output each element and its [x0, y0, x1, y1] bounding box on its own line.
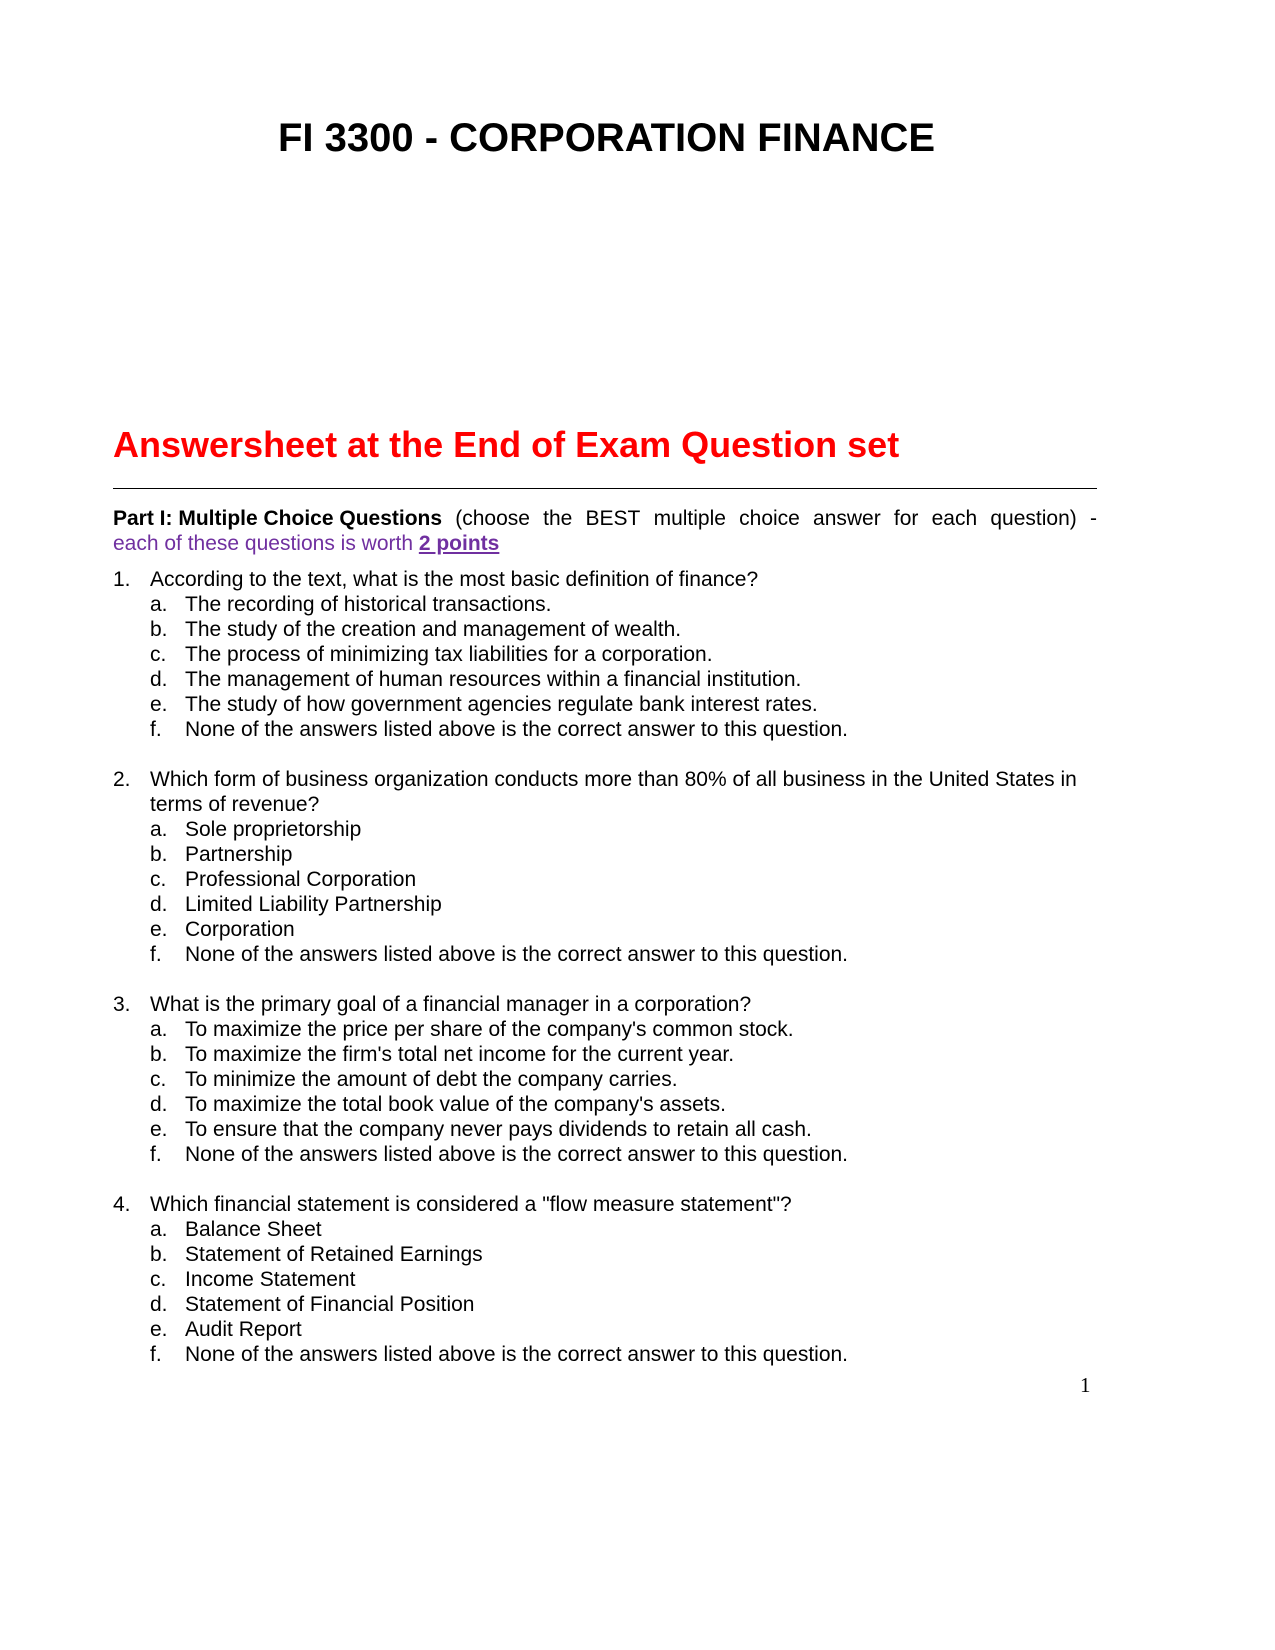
- instruction-word: each: [931, 507, 978, 530]
- option-text: None of the answers listed above is the correct answer to this question.: [185, 1343, 849, 1366]
- option-letter: a.: [150, 593, 168, 616]
- option-letter: d.: [150, 1293, 168, 1316]
- option-text: Professional Corporation: [185, 868, 417, 891]
- option-text: None of the answers listed above is the correct answer to this question.: [185, 943, 849, 966]
- instruction-word: the: [543, 507, 573, 530]
- option-text: None of the answers listed above is the correct answer to this question.: [185, 718, 849, 741]
- question-text: What is the primary goal of a financial manager in a corporation?: [150, 993, 752, 1016]
- option-letter: a.: [150, 818, 168, 841]
- option-item: [150, 1142, 1097, 1167]
- option-letter: e.: [150, 1318, 168, 1341]
- option-text: Balance Sheet: [185, 1218, 322, 1241]
- question-text: Which financial statement is considered a "flow measure statement"?: [150, 1193, 792, 1216]
- instruction-word: BEST: [585, 507, 641, 530]
- points-value: 2 points: [418, 532, 500, 555]
- option-list: [113, 1217, 1097, 1367]
- option-item: [150, 1017, 1097, 1042]
- option-letter: f.: [150, 718, 162, 741]
- option-text: The management of human resources within a financial institution.: [185, 668, 802, 691]
- question-list: [113, 567, 1097, 1392]
- option-item: [150, 617, 1097, 642]
- option-item: [150, 642, 1097, 667]
- option-letter: b.: [150, 618, 168, 641]
- part-label: Part I: Multiple Choice Questions: [113, 507, 443, 530]
- option-item: [150, 1292, 1097, 1317]
- option-text: Corporation: [185, 918, 295, 941]
- option-text: To ensure that the company never pays dividends to retain all cash.: [185, 1118, 812, 1141]
- option-letter: f.: [150, 943, 162, 966]
- option-item: [150, 667, 1097, 692]
- option-text: Partnership: [185, 843, 293, 866]
- question-number: 2.: [113, 768, 131, 791]
- option-text: Income Statement: [185, 1268, 356, 1291]
- option-item: [150, 1117, 1097, 1142]
- option-letter: d.: [150, 1093, 168, 1116]
- option-text: The process of minimizing tax liabilities for a corporation.: [185, 643, 713, 666]
- instruction-word: multiple: [653, 507, 726, 530]
- option-item: [150, 692, 1097, 717]
- instruction-word: answer: [813, 507, 881, 530]
- option-text: To maximize the firm's total net income for the current year.: [185, 1043, 735, 1066]
- option-letter: c.: [150, 868, 167, 891]
- instruction-word: (choose: [455, 507, 530, 530]
- option-item: [150, 1217, 1097, 1242]
- option-list: [113, 1017, 1097, 1167]
- option-letter: b.: [150, 843, 168, 866]
- question-2: [113, 767, 1097, 967]
- question-text: Which form of business organization conducts more than 80% of all business in the United States in terms of revenue?: [150, 768, 1077, 816]
- option-letter: d.: [150, 893, 168, 916]
- page-title: FI 3300 - CORPORATION FINANCE: [277, 116, 936, 160]
- question-number: 1.: [113, 568, 131, 591]
- option-text: Limited Liability Partnership: [185, 893, 442, 916]
- option-text: Statement of Financial Position: [185, 1293, 475, 1316]
- option-item: [150, 892, 1097, 917]
- option-letter: e.: [150, 693, 168, 716]
- option-letter: f.: [150, 1143, 162, 1166]
- question-4: [113, 1192, 1097, 1367]
- instruction-word: choice: [739, 507, 800, 530]
- option-letter: a.: [150, 1218, 168, 1241]
- option-list: [113, 817, 1097, 967]
- option-letter: f.: [150, 1343, 162, 1366]
- instruction-word: for: [893, 507, 919, 530]
- option-item: [150, 1092, 1097, 1117]
- option-item: [150, 867, 1097, 892]
- option-item: [150, 817, 1097, 842]
- option-item: [150, 1067, 1097, 1092]
- option-letter: b.: [150, 1043, 168, 1066]
- question-number: 4.: [113, 1193, 131, 1216]
- option-letter: e.: [150, 918, 168, 941]
- option-item: [150, 1317, 1097, 1342]
- option-text: The study of the creation and management of wealth.: [185, 618, 682, 641]
- part-instructions: [113, 506, 1097, 556]
- worth-text: each of these questions is worth: [113, 532, 419, 555]
- question-number: 3.: [113, 993, 131, 1016]
- option-text: The study of how government agencies regulate bank interest rates.: [185, 693, 818, 716]
- option-text: The recording of historical transactions.: [185, 593, 552, 616]
- points-worth-line: [113, 531, 1097, 556]
- option-text: To maximize the price per share of the company's common stock.: [185, 1018, 794, 1041]
- option-text: Sole proprietorship: [185, 818, 362, 841]
- option-item: [150, 717, 1097, 742]
- option-item: [150, 1342, 1097, 1367]
- option-text: To maximize the total book value of the company's assets.: [185, 1093, 726, 1116]
- option-letter: b.: [150, 1243, 168, 1266]
- option-text: To minimize the amount of debt the company carries.: [185, 1068, 678, 1091]
- question-1: [113, 567, 1097, 742]
- option-list: [113, 592, 1097, 742]
- page-number: 1: [1080, 1373, 1091, 1397]
- option-item: [150, 942, 1097, 967]
- question-3: [113, 992, 1097, 1167]
- option-letter: c.: [150, 1068, 167, 1091]
- instruction-word: question): [990, 507, 1077, 530]
- answersheet-heading: Answersheet at the End of Exam Question set: [113, 424, 900, 465]
- horizontal-divider: [113, 488, 1097, 489]
- option-item: [150, 917, 1097, 942]
- option-letter: d.: [150, 668, 168, 691]
- option-item: [150, 1242, 1097, 1267]
- option-item: [150, 592, 1097, 617]
- option-text: Audit Report: [185, 1318, 302, 1341]
- option-letter: c.: [150, 643, 167, 666]
- option-letter: c.: [150, 1268, 167, 1291]
- option-item: [150, 1042, 1097, 1067]
- option-letter: a.: [150, 1018, 168, 1041]
- option-letter: e.: [150, 1118, 168, 1141]
- option-item: [150, 1267, 1097, 1292]
- instruction-word: -: [1089, 507, 1097, 530]
- option-item: [150, 842, 1097, 867]
- option-text: None of the answers listed above is the correct answer to this question.: [185, 1143, 849, 1166]
- option-text: Statement of Retained Earnings: [185, 1243, 483, 1266]
- instructions-line: [113, 506, 1097, 531]
- question-text: According to the text, what is the most basic definition of finance?: [150, 568, 759, 591]
